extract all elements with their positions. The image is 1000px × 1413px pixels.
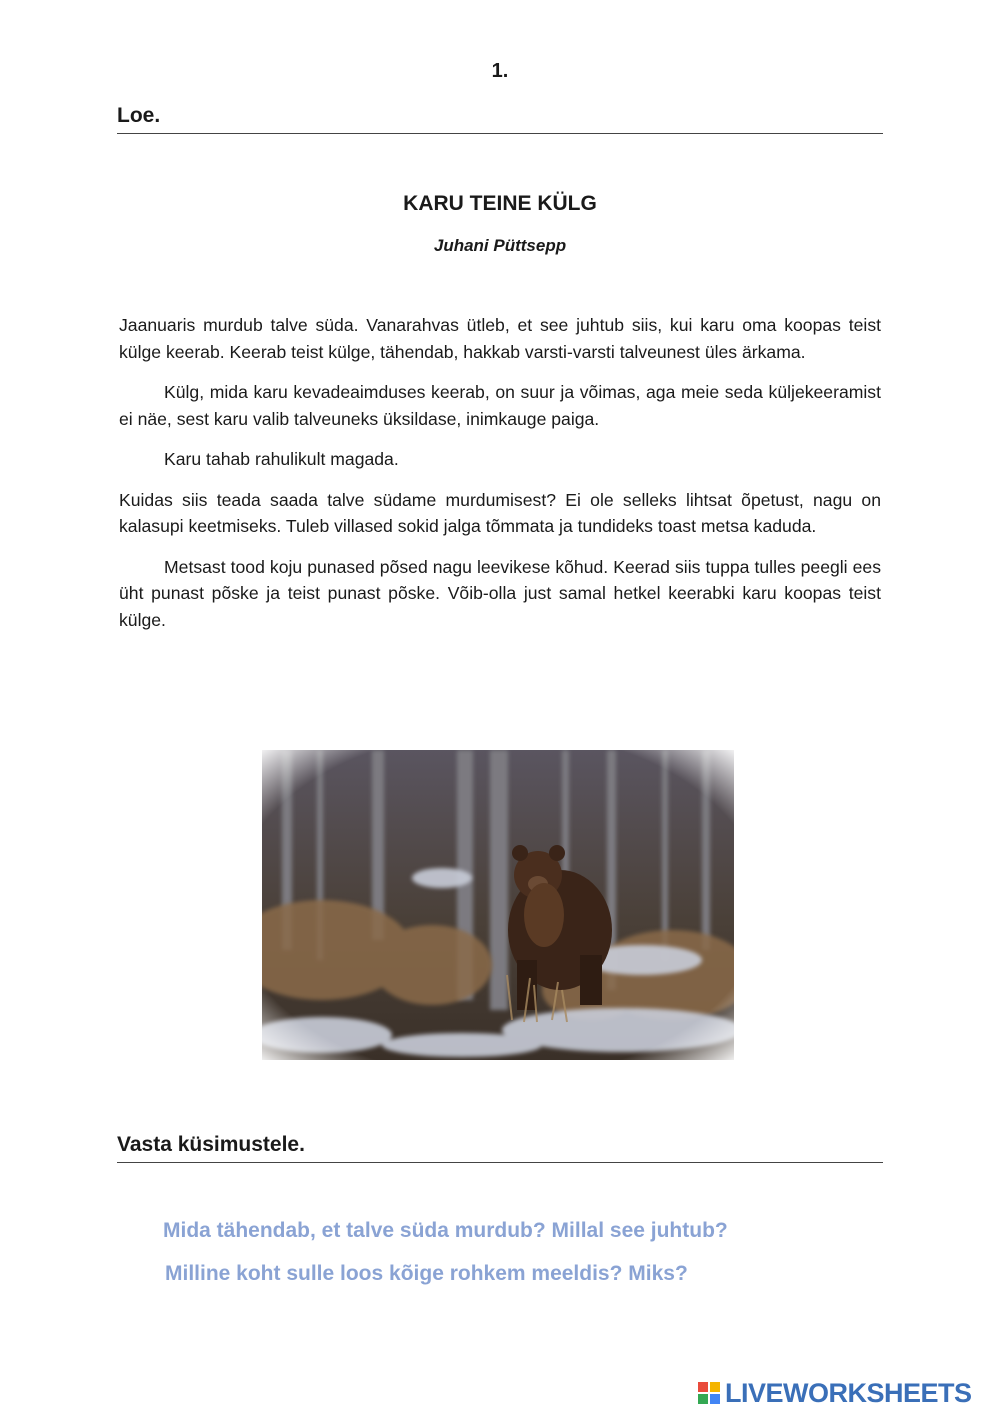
story-paragraph: Kuidas siis teada saada talve südame murdumisest? Ei ole selleks lihtsat õpetust, nagu on kalasupi keetmiseks. Tuleb villased sokid jalga tõmmata ja tundideks toast metsa kaduda. <box>119 489 881 536</box>
question-1: Mida tähendab, et talve süda murdub? Millal see juhtub? <box>163 1219 728 1242</box>
story-author: Juhani Püttsepp <box>433 236 567 255</box>
story-paragraph: Metsast tood koju punased põsed nagu leevikese kõhud. Keerad siis tuppa tulles peegli ees üht punast põske ja teist punast põske. Võib-olla just samal hetkel keerabki karu koopas teist külge. <box>119 556 881 630</box>
story-paragraph: Jaanuaris murdub talve süda. Vanarahvas ütleb, et see juhtub siis, kui karu oma koopas teist külge keerab. Keerab teist külge, tähendab, hakkab varsti-varsti talveunest üles ärkama. <box>119 315 881 362</box>
liveworksheets-icon <box>697 1381 721 1405</box>
story-title: KARU TEINE KÜLG <box>403 192 597 215</box>
story-body <box>119 312 881 647</box>
bear-photo <box>262 750 734 1060</box>
page-number: 1. <box>491 60 509 82</box>
story-paragraph: Külg, mida karu kevadeaimduses keerab, on suur ja võimas, aga meie seda küljekeeramist ei näe, sest karu valib talveuneks üksildase, inimkauge paiga. <box>119 382 881 429</box>
story-paragraph: Karu tahab rahulikult magada. <box>164 449 399 469</box>
question-2: Milline koht sulle loos kõige rohkem meeldis? Miks? <box>165 1262 688 1285</box>
brand-logo <box>697 1376 972 1410</box>
section-heading-read: Loe. <box>117 104 883 134</box>
section-heading-answer: Vasta küsimustele. <box>117 1133 883 1163</box>
brand-text: LIVEWORKSHEETS <box>725 1377 972 1408</box>
